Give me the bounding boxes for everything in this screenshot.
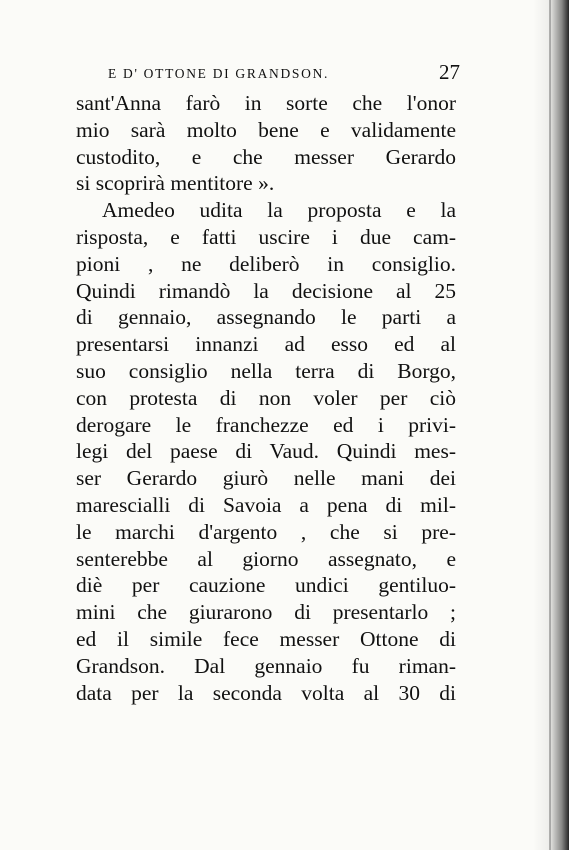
page-edge [549, 0, 551, 850]
text-line: ed il simile fece messer Ottone di [76, 626, 456, 651]
text-line: marescialli di Savoia a pena di mil- [76, 492, 456, 517]
page-number: 27 [439, 60, 460, 84]
text-line: di gennaio, assegnando le parti a [76, 305, 456, 330]
text-line: suo consiglio nella terra di Borgo, [76, 358, 456, 383]
text-line: con protesta di non voler per ciò [76, 385, 456, 410]
text-line: data per la seconda volta al 30 di [76, 680, 456, 705]
text-line: Grandson. Dal gennaio fu riman- [76, 653, 456, 678]
text-line: si scoprirà mentitore ». [76, 171, 275, 196]
text-line: legi del paese di Vaud. Quindi mes- [76, 439, 456, 464]
text-line: Quindi rimandò la decisione al 25 [76, 278, 456, 303]
text-line: pioni , ne deliberò in consiglio. [76, 251, 456, 276]
text-line: mini che giurarono di presentarlo ; [76, 600, 456, 625]
text-line: le marchi d'argento , che si pre- [76, 519, 456, 544]
body-text [76, 90, 456, 706]
text-line: diè per cauzione undici gentiluo- [76, 573, 456, 598]
page-header [108, 62, 460, 86]
paragraph-start-line: Amedeo udita la proposta e la [102, 198, 456, 223]
text-line: senterebbe al giorno assegnato, e [76, 546, 456, 571]
running-head: E D' OTTONE DI GRANDSON. [108, 66, 330, 81]
binding-shadow [533, 0, 569, 850]
text-line: presentarsi innanzi ad esso ed al [76, 332, 456, 357]
text-line: risposta, e fatti uscire i due cam- [76, 224, 456, 249]
text-line: sant'Anna farò in sorte che l'onor [76, 91, 456, 115]
text-line: derogare le franchezze ed i privi- [76, 412, 456, 437]
text-line: ser Gerardo giurò nelle mani dei [76, 466, 456, 491]
text-line: custodito, e che messer Gerardo [76, 144, 456, 169]
text-line: mio sarà molto bene e validamente [76, 117, 456, 142]
